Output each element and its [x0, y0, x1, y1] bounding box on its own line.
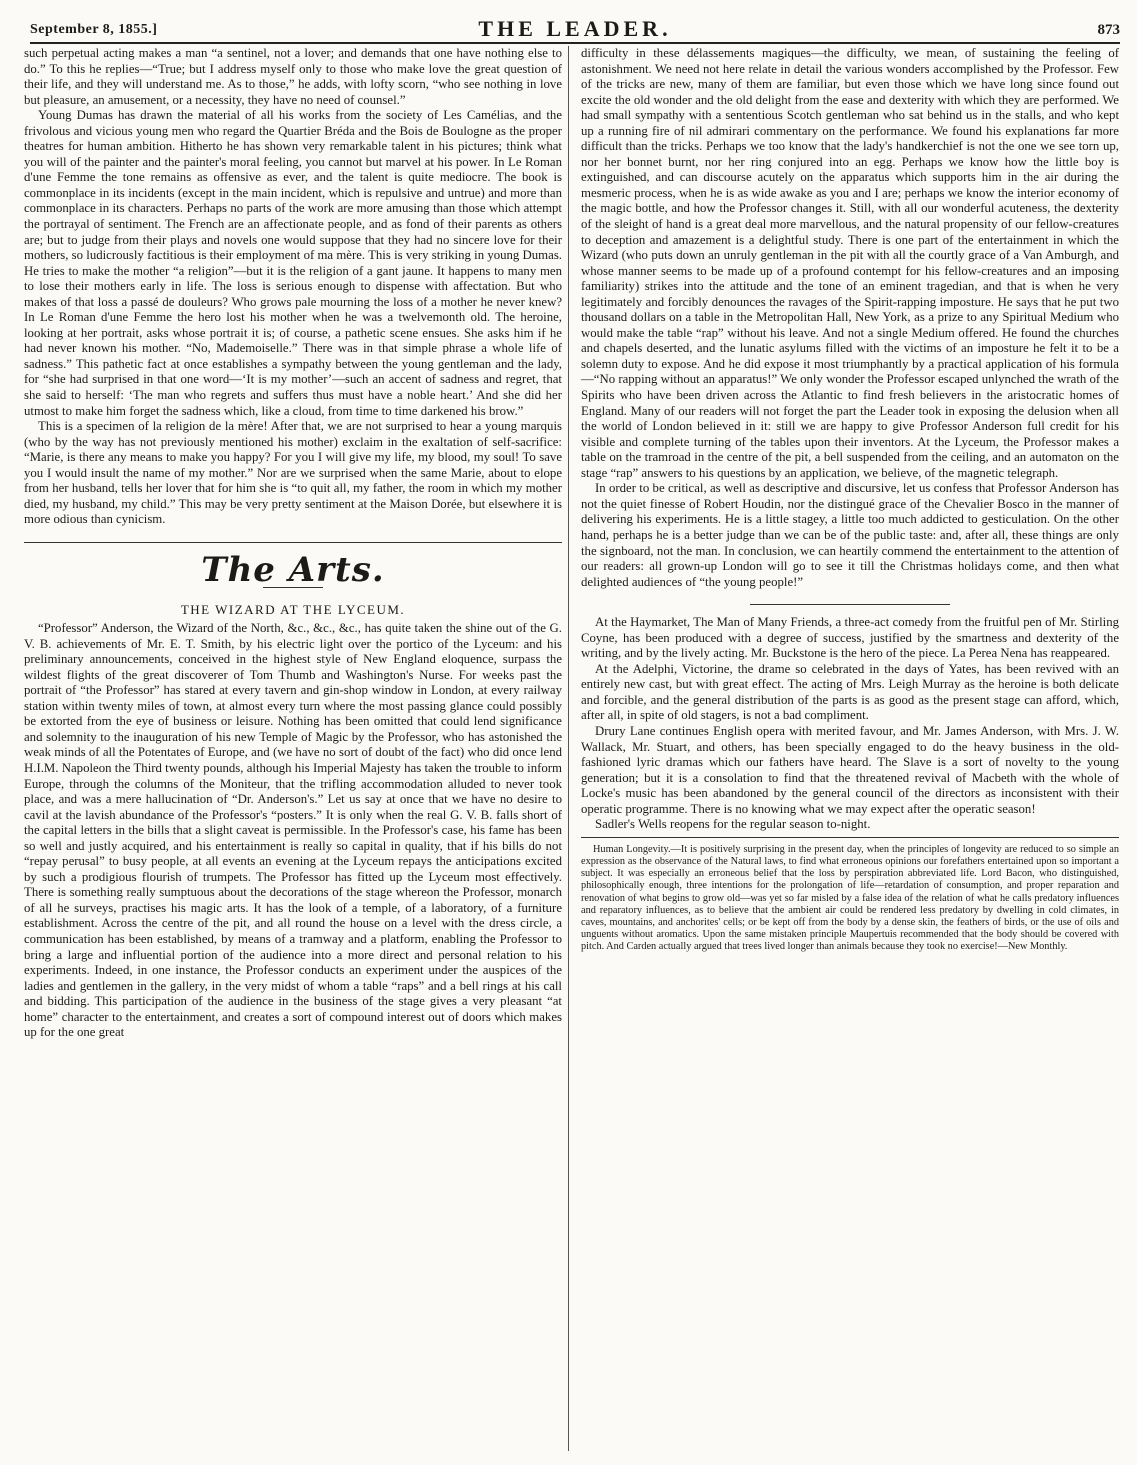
paragraph: Young Dumas has drawn the material of all his works from the society of Les Camélias, and the frivolous and vicious young men who regard the Quartier Bréda and the Bois de Boulogne as the proper theatres for human ambition. Hitherto he has shown very remarkable talent in his pictures; think what you will of the painter and the painter's moral feeling, you cannot but marvel at his power. In Le Roman d'une Femme the tone remains as offensive as ever, and the talent is quite mediocre. The book is commonplace in its incidents (except in the main incident, which is repulsive and untrue) and more than commonplace in its characters. Perhaps no parts of the work are more amusing than those which attempt the portrayal of sentiment. The French are an affectionate people, and as fond of their parents as others are; but to judge from their plays and novels one would suppose that they had no sincere love for their mothers, so ludicrously factitious is their employment of ma mère. This is very striking in young Dumas. He tries to make the mother “a religion”—but it is the religion of a gant jaune. It happens to many men to lose their mothers early in life. The loss is serious enough to dispense with affectation. But who makes of that loss a passé de douleurs? Who grows pale mourning the loss of a mother he never knew? In Le Roman d'une Femme the hero lost his mother when he was a twelvemonth old. The heroine, looking at her portrait, asks whose portrait it is; of course, a pathetic scene ensues. She asks him if he had never known his mother. “No, Mademoiselle.” There was in that simple phrase a whole life of sadness.” This pathetic fact at once establishes a sympathy between the young gentleman and the lady, for “she had surprised in that one word—‘It is my mother’—such an accent of sadness and regret, that she said to herself: ‘The man who regrets and suffers thus must have a noble heart.’ And she did her utmost to make him forget the sadness which, like a cloud, from time to time darkened his brow.”: [24, 108, 562, 418]
paragraph: This is a specimen of la religion de la mère! After that, we are not surprised to hear a young marquis (who by the way has not previously mentioned his mother) exclaim in the exaltation of self-sacrifice: “Marie, is there any means to make you happy? For you I will give my life, my blood, my soul! To save you I would insult the name of my mother.” Nor are we surprised when the same Marie, about to elope from her husband, tells her lover that for him she is “to quit all, my father, the room in which my mother died, my husband, my child.” This may be very pretty sentiment at the Maison Dorée, but elsewhere it is more odious than cynicism.: [24, 419, 562, 527]
paragraph: such perpetual acting makes a man “a sentinel, not a lover; and demands that one have nothing else to do.” To this he replies—“True; but I address myself only to those who make love the great question of their life, and they will understand me. As to those,” he adds, with lofty scorn, “who see nothing in love but pleasure, an amusement, or a necessity, they have no need of counsel.”: [24, 46, 562, 107]
page-number: 873: [1097, 22, 1120, 38]
issue-date: September 8, 1855.]: [30, 22, 158, 37]
left-column: [24, 46, 562, 1041]
paragraph: At the Haymarket, The Man of Many Friends, a three-act comedy from the fruitful pen of Mr. Stirling Coyne, has been produced with a degree of success, justified by the smartness and dexterity of the writing, and by the lively acting. Mr. Buckstone is the hero of the piece. La Perea Nena has reappeared.: [581, 615, 1119, 661]
paragraph: Drury Lane continues English opera with merited favour, and Mr. James Anderson, with Mrs. J. W. Wallack, Mr. Stuart, and others, has been specially engaged to do the heavy business in the old-fashioned lyric dramas which our fathers have heard. The Slave is a sort of novelty to the young generation; but it is a consolation to find that the threatened revival of Macbeth with the whole of Locke's music has been abandoned by the general council of the directors as inconsistent with their operatic programme. There is no knowing what we may expect after the operatic season!: [581, 723, 1119, 816]
masthead-rule: [30, 42, 1120, 44]
paragraph: Human Longevity.—It is positively surprising in the present day, when the principles of longevity are reduced to so simple an expression as the observance of the Natural laws, to find what erroneous opinions our forefathers entertained upon so important a subject. It was especially an erroneous belief that the loss by perspiration abbreviated life. Lord Bacon, who distinguished, philosophically enough, three intentions for the prolongation of life—retardation of consumption, and proper reparation and renovation of what begins to grow old—was yet so far misled by a false idea of the relation of what he calls predatory influences and reparatory influences, as to believe that the ambient air could be rendered less predatory by dwelling in cold climates, in caves, mountains, and anchorites' cells; or be kept off from the body by a dense skin, the feathers of birds, or the use of oils and unguents without aromatics. Upon the same mistaken principle Maupertuis recommended that the body should be covered with pitch. And Carden actually argued that trees lived longer than animals because they took no exercise!—New Monthly.: [581, 843, 1119, 953]
paragraph: “Professor” Anderson, the Wizard of the North, &c., &c., &c., has quite taken the shine out of the G. V. B. achievements of Mr. E. T. Smith, by his electric light over the portico of the Lyceum: and his preliminary announcements, conceived in the highest style of New England eloquence, surpass the wildest flights of the great discoverer of Tom Thumb and Washington's Nurse. For weeks past the portrait of “the Professor” has stared at every tavern and gin-shop window in London, at every railway station within twenty miles of town, at almost every turn where the most passing glance could possibly be extorted from the eye of business or leisure. Nothing has been omitted that could lend significance and solemnity to the inauguration of his new Temple of Magic by the Professor, who has astonished the weak minds of all the Potentates of Europe, and (we have no sort of doubt of the fact) who did once lend H.I.M. Napoleon the Third twenty pounds, although his Imperial Majesty has taken the trouble to inform Europe, through the columns of the Moniteur, that the trifling accommodation alluded to never took place, and was a mere hallucination of “Dr. Anderson's.” Let us say at once that we have no desire to cavil at the lavish abundance of the Professor's “posters.” It is only when the real G. V. B. falls short of the capital letters in the bills that a slight caveat is permissible. In the Professor's case, his fame has been so well and justly acquired, and his entertainment is really so capital in quality, that if his bills do not “repay perusal” to busy people, at all events an evening at the Lyceum repays the anticipations excited by such a prodigious flourish of trumpets. The Professor has fitted up the Lyceum most effectively. There is something really sumptuous about the decorations of the stage whereon the Professor, monarch of all he surveys, practises his magic arts. It has the look of a temple, of a laboratory, of a furniture establishment. Across the centre of the pit, and all round the house on a level with the dress circle, a communication has been established, by means of a tramway and a platform, enabling the Professor to bring a large and influential portion of the audience into a more direct and personal relation to his experiments. Indeed, in one instance, the Professor conducts an experiment under the auspices of the ladies and gentlemen in the gallery, in the very midst of whom a table “raps” and a bell rings at his call and bidding. This participation of the audience in the business of the stage gives a very pleasant “at home” character to the entertainment, and creates a sort of compound interest out of doors which makes up for the one great: [24, 621, 562, 1040]
longevity-note: [581, 844, 1119, 954]
paragraph: In order to be critical, as well as descriptive and discursive, let us confess that Professor Anderson has not the quiet finesse of Robert Houdin, nor the distingué grace of the Chevalier Bosco in the manner of delivering his experiments. He is a little stagey, a little too much addicted to gesticulation. On the other hand, perhaps he is a better judge than we can be of the public taste: and, after all, these things are only the signboard, not the man. In conclusion, we can heartily commend the entertainment to the attention of our readers: all grown-up London will go to see it till the Christmas holidays come, and then what delighted audiences of “the young people!”: [581, 481, 1119, 589]
newspaper-title: THE LEADER.: [478, 16, 672, 41]
masthead: [30, 8, 1120, 42]
right-column: [581, 46, 1119, 954]
paragraph: Sadler's Wells reopens for the regular season to-night.: [595, 817, 871, 832]
column-divider: [568, 46, 569, 1451]
divider-rule: [581, 837, 1119, 838]
paragraph: At the Adelphi, Victorine, the drame so celebrated in the days of Yates, has been revived with an entirely new cast, but with great effect. The acting of Mrs. Leigh Murray as the heroine is both delicate and forcible, and the general distribution of the parts is as good as the present stage can afford, which, after all, in spite of old stagers, is not a bad compliment.: [581, 661, 1119, 723]
divider-rule: [750, 604, 950, 605]
article-title: THE WIZARD AT THE LYCEUM.: [180, 601, 406, 617]
section-rule: [24, 542, 562, 543]
section-heading: The Arts.: [201, 549, 385, 590]
paragraph: difficulty in these délassements magiques—the difficulty, we mean, of sustaining the feeling of astonishment. We need not here relate in detail the various wonders accomplished by the Professor. Few of the tricks are new, many of them are familiar, but even those which we have long since found out excite the old wonder and the old delight from the ease and dexterity with which they are performed. We had small sympathy with a sententious Scotch gentleman who sat behind us in the stalls, and who kept up a running fire of nil admirari commentary on the performance. We found his explanations far more difficult than the tricks. Perhaps we too know that the lady's handkerchief is not the one we see torn up, nor her bonnet burnt, nor her ring conjured into an egg. Perhaps we know how the little boy is extinguished, and can discourse acutely on the apparatus which supports him in the air during the mesmeric process, when he is as wide awake as you and I are; perhaps we know the interior economy of the magic bottle, and how the Professor changes it. Still, with all our wonderful acuteness, the dexterity of the sleight of hand is a great deal more marvellous, and the natural propensity of our fellow-creatures to deception and amazement is a delightful study. There is one part of the entertainment in which the Wizard (who puts down an unruly gentleman in the pit with all the courtly grace of a Van Amburgh, and whose manner seems to be made up of a profound contempt for his fellow-creatures and an imposing familiarity) strikes into the attitude and the tone of an eminent tragedian, and that is when he very legitimately and forcibly denounces the ravages of the Spirit-rapping imposture. He says that he put two thousand dollars on a table in the Metropolitan Hall, New York, as a prize to any Spiritual Medium who would make the table “rap” without his leave. And not a single Medium offered. He found the churches and chapels deserted, and the lunatic asylums filled with the victims of an imposture he felt it to be a solemn duty to expose. And he did expose it most triumphantly by a practical application of his formula—“No rapping without an apparatus!” We only wonder the Professor escaped unlynched the wrath of the Spirits who have been driven across the Atlantic to find fresh believers in the aristocratic homes of England. Many of our readers will not forget the part the Leader took in exposing the delusion when all the world of London believed in it: still we are happy to give Professor Anderson full credit for his visible and complete turning of the tables upon their inventors. At the Lyceum, the Professor makes a table on the tramroad in the centre of the pit, a bell suspended from the ceiling, and an automaton on the stage “rap” answers to his questions by an application, we believe, of the magnetic telegraph.: [581, 46, 1119, 480]
